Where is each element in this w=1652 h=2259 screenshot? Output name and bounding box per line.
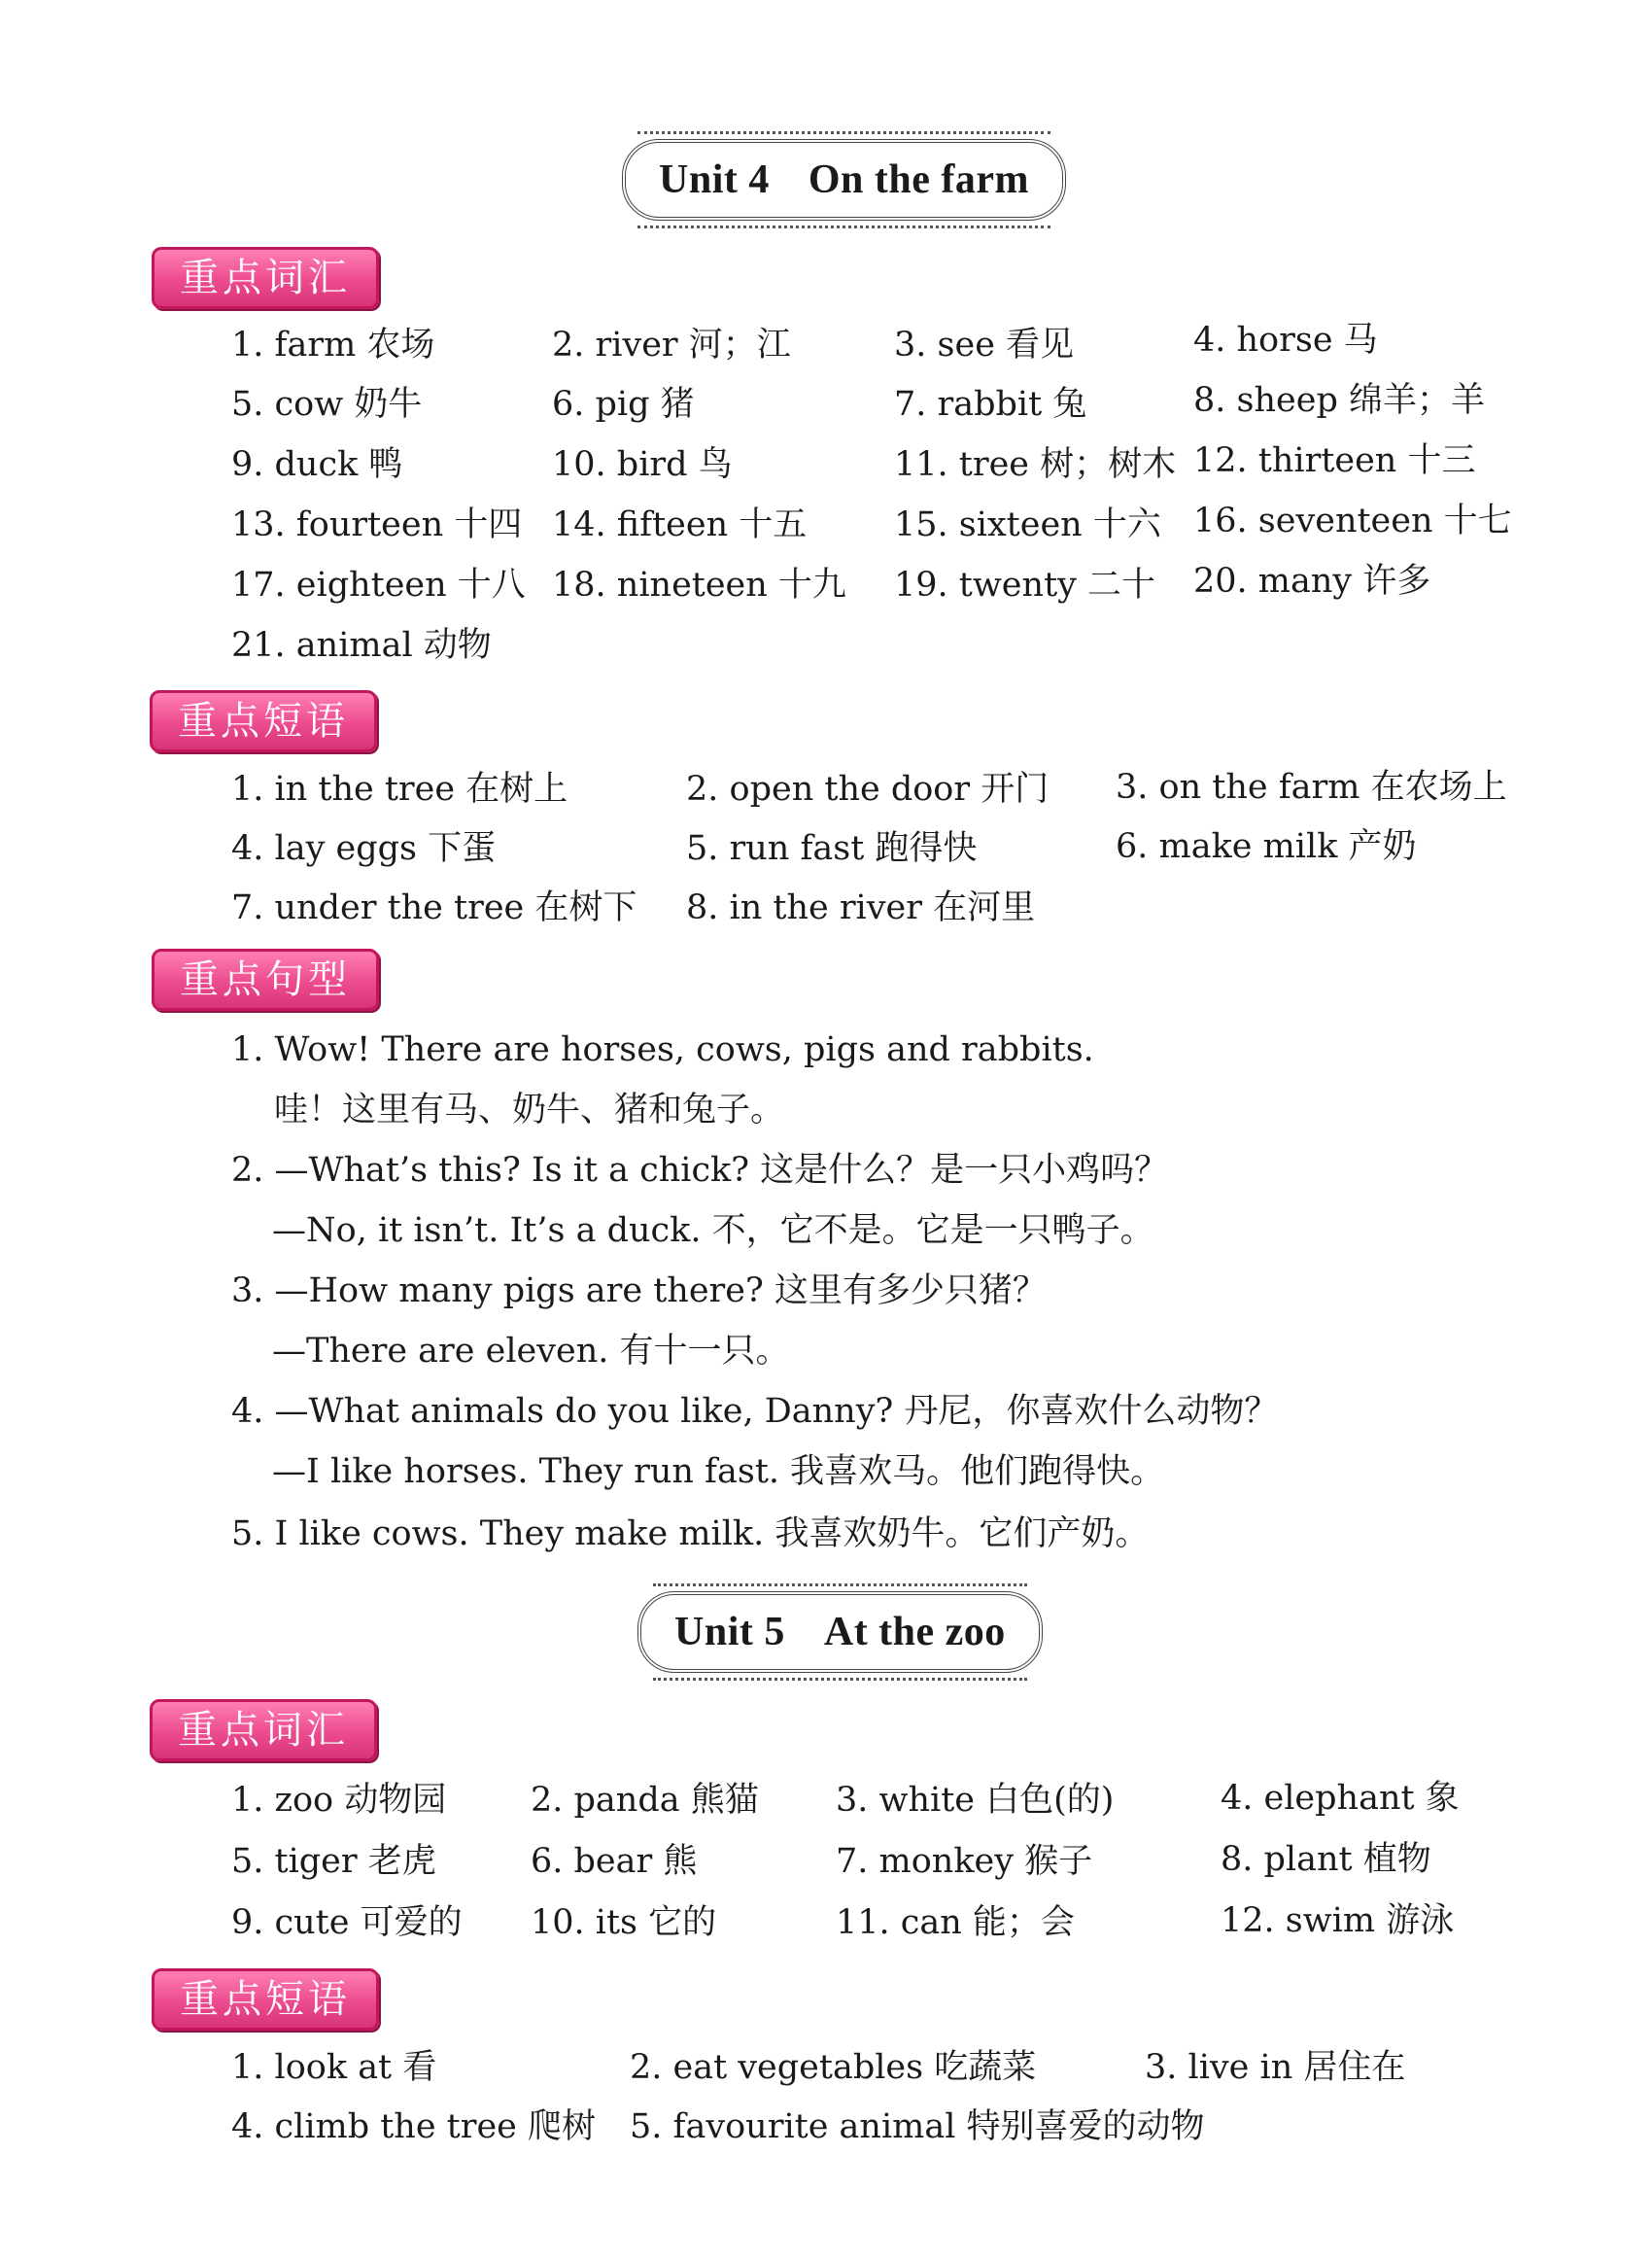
vocab-item: 4. horse 马 [1193,321,1378,360]
phrase-item: 1. look at 看 [231,2048,437,2087]
phrase-item: 2. open the door 开门 [686,770,1050,809]
sentence-line: —There are eleven. 有十一只。 [272,1332,790,1371]
vocab-item: 4. elephant 象 [1221,1779,1460,1818]
phrase-item: 6. make milk 产奶 [1116,827,1417,866]
unit5-title [637,1591,1043,1673]
vocab-item: 6. bear 熊 [531,1842,698,1881]
unit4-title [622,139,1066,221]
vocab-item: 11. tree 树；树木 [894,445,1177,484]
vocab-item: 5. tiger 老虎 [231,1842,436,1881]
vocab-item: 9. cute 可爱的 [231,1903,463,1942]
sentence-line: —No, it isn’t. It’s a duck. 不，它不是。它是一只鸭子。 [272,1211,1154,1250]
unit5-vocab-label: 重点词汇 [150,1699,377,1761]
vocab-item: 7. monkey 猴子 [836,1842,1093,1881]
phrase-item: 5. favourite animal 特别喜爱的动物 [630,2107,1205,2146]
vocab-item: 10. bird 鸟 [552,445,733,484]
vocab-item: 6. pig 猪 [552,385,695,424]
vocab-item: 21. animal 动物 [231,626,492,665]
sentence-line: 4. —What animals do you like, Danny? 丹尼，你喜欢什么动物？ [231,1392,1279,1431]
vocab-item: 12. swim 游泳 [1221,1901,1455,1940]
sentence-line: 3. —How many pigs are there? 这里有多少只猪？ [231,1271,1047,1310]
phrase-item: 2. eat vegetables 吃蔬菜 [630,2048,1037,2087]
sentence-line: 哇！这里有马、奶牛、猪和兔子。 [274,1091,785,1130]
phrase-item: 4. climb the tree 爬树 [231,2107,597,2146]
vocab-item: 7. rabbit 兔 [894,385,1087,424]
vocab-item: 3. white 白色(的) [836,1781,1115,1820]
vocab-item: 20. many 许多 [1193,562,1431,601]
phrase-item: 3. on the farm 在农场上 [1116,768,1507,807]
vocab-item: 15. sixteen 十六 [894,505,1161,544]
unit5-phrase-label: 重点短语 [152,1968,379,2031]
vocab-item: 17. eighteen 十八 [231,566,526,605]
vocab-item: 12. thirteen 十三 [1193,441,1476,480]
unit4-vocab-label: 重点词汇 [152,247,379,309]
unit4-number: Unit 4 [659,157,770,202]
sentence-line: —I like horses. They run fast. 我喜欢马。他们跑得快。 [272,1452,1165,1491]
vocab-item: 8. sheep 绵羊；羊 [1193,381,1485,420]
unit5-name: At the zoo [823,1610,1006,1654]
vocab-item: 5. cow 奶牛 [231,385,423,424]
vocab-item: 3. see 看见 [894,326,1075,365]
unit4-phrase-label: 重点短语 [150,690,377,752]
vocab-item: 2. panda 熊猫 [531,1781,759,1820]
unit5-number: Unit 5 [674,1610,785,1654]
phrase-item: 8. in the river 在河里 [686,888,1036,927]
vocab-item: 1. zoo 动物园 [231,1781,447,1820]
unit4-name: On the farm [808,157,1029,202]
unit4-sentence-label: 重点句型 [152,949,379,1011]
phrase-item: 7. under the tree 在树下 [231,888,637,927]
sentence-line: 1. Wow! There are horses, cows, pigs and rabbits. [231,1030,1094,1069]
vocab-item: 1. farm 农场 [231,326,435,365]
vocab-item: 18. nineteen 十九 [552,566,846,605]
sentence-line: 5. I like cows. They make milk. 我喜欢奶牛。它们产奶。 [231,1514,1150,1553]
vocab-item: 10. its 它的 [531,1903,717,1942]
vocab-item: 13. fourteen 十四 [231,505,523,544]
sentence-line: 2. —What’s this? Is it a chick? 这是什么？是一只小鸡吗？ [231,1151,1169,1190]
vocab-item: 8. plant 植物 [1221,1840,1431,1879]
vocab-item: 11. can 能；会 [836,1903,1075,1942]
vocab-item: 16. seventeen 十七 [1193,502,1512,540]
phrase-item: 5. run fast 跑得快 [686,829,978,868]
vocab-item: 9. duck 鸭 [231,445,403,484]
phrase-item: 1. in the tree 在树上 [231,770,568,809]
vocab-item: 19. twenty 二十 [894,566,1156,605]
vocab-item: 2. river 河；江 [552,326,791,365]
vocab-item: 14. fifteen 十五 [552,505,808,544]
phrase-item: 3. live in 居住在 [1145,2048,1406,2087]
phrase-item: 4. lay eggs 下蛋 [231,829,497,868]
